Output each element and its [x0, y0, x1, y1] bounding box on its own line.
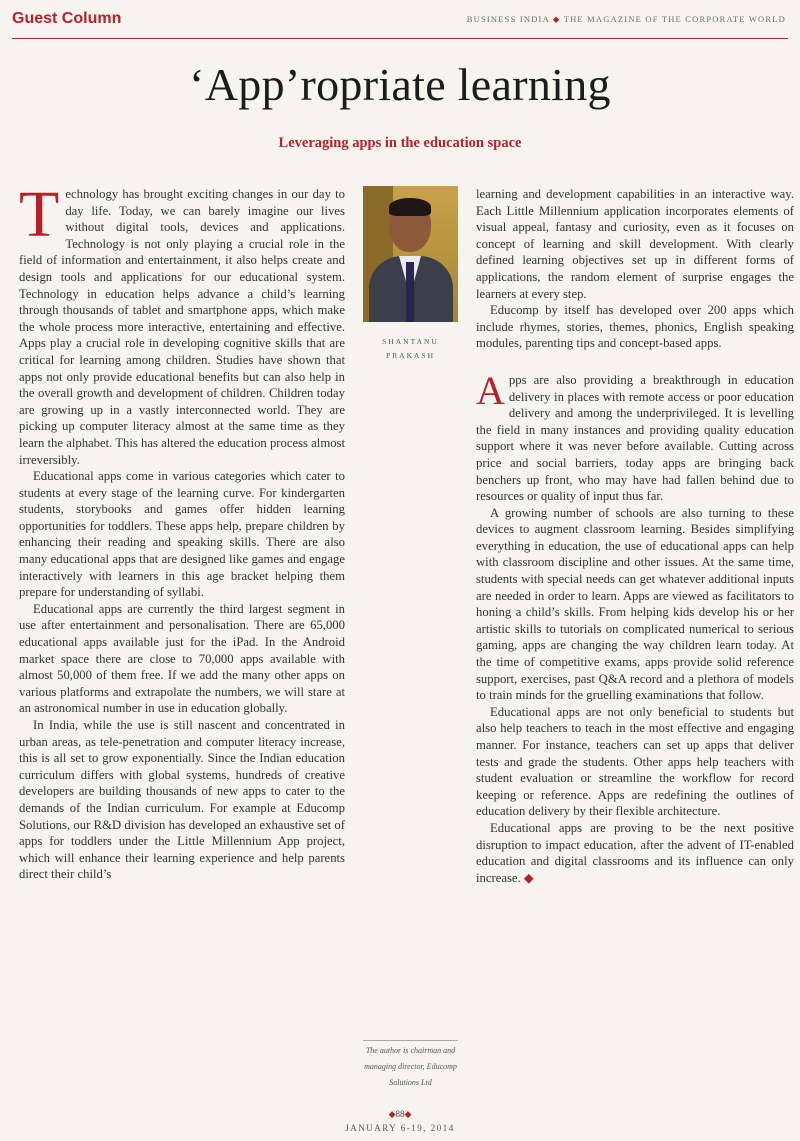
drop-cap: A — [476, 367, 505, 413]
column-right — [476, 186, 794, 886]
drop-cap: T — [19, 178, 60, 251]
paragraph — [19, 178, 346, 468]
page-marker-left: ◆ — [388, 1109, 396, 1119]
author-photo — [363, 186, 458, 322]
section-label: Guest Column — [12, 10, 122, 27]
masthead — [467, 14, 786, 25]
paragraph: Educomp by itself has developed over 200 apps which include rhymes, stories, themes, phonics, English speaking modules, parenting tips and concept-based apps. — [476, 303, 794, 351]
paragraph: Educational apps are not only beneficial to students but also help teachers to teach in the most effective and engaging manner. For instance, teachers can set up apps that deliver tests and grade the students. Other apps help teachers with student evaluation or streamline the workflow for record keeping or reference. Apps are redefining the outlines of education delivery by their flexible architecture. — [476, 704, 794, 819]
paragraph — [476, 820, 794, 886]
end-mark-icon: ◆ — [523, 870, 534, 885]
paragraph-text: Educational apps are proving to be the next positive disruption to impact education, after the advent of IT-enabled education and digital classrooms and its influence can only increase. — [476, 820, 794, 885]
paragraph: learning and development capabilities in an interactive way. Each Little Millennium application incorporates elements of visual appeal, fantasy and curiosity, even as it focuses on concept of learning and skill development. With clearly defined learning objectives set up in different forms of applications, the random element of surprise engages the learners at every step. — [476, 187, 794, 301]
column-left — [19, 178, 346, 883]
author-name — [363, 335, 458, 363]
masthead-separator: ◆ — [552, 14, 561, 24]
page-number-value: 88 — [395, 1109, 405, 1119]
page-marker-right: ◆ — [404, 1109, 412, 1119]
issue-date: JANUARY 6-19, 2014 — [345, 1123, 455, 1133]
magazine-name: BUSINESS INDIA — [466, 14, 550, 24]
author-first-name: SHANTANU — [382, 337, 439, 346]
paragraph: A growing number of schools are also turning to these devices to augment classroom learning. Besides simplifying everything in education, the use of educational apps can help with classroom discipline and other issues. At the same time, students with special needs can get whatever additional inputs are needed in order to learn. Apps are viewed as facilitators to honing a child’s skills. From helping kids develop his or her artistic skills to tutorials on complicated numerical to serious gaming, apps are changing the way children learn today. At the time of competitive exams, apps provide solid reference support, exercises, past Q&A record and a plethora of models to train minds for the gruelling examinations that follow. — [476, 505, 794, 703]
paragraph-text: echnology has brought exciting changes in our day to day life. Today, we can barely imagine our lives without digital tools, devices and applications. Technology is not only playing a crucial role in the field of information and entertainment, it also helps create and design tools and applications for our educational system. Technology in education helps advance a child’s learning through thousands of tablet and smartphone apps, which make the whole process more interactive, entertaining and effective. Apps play a crucial role in developing cognitive skills that are critical for learning among children. Studies have shown that apps not only provide educational benefits but can also help in the overall growth and development of children. Children today are growing up in a vastly interconnected world. They are picking up computer literacy almost at the same time as they learn the alphabet. This has altered the education process almost irreversibly. — [19, 187, 346, 467]
article-subtitle: Leveraging apps in the education space — [278, 135, 522, 151]
paragraph: Educational apps are currently the third largest segment in use after entertainment and personalisation. There are 65,000 educational apps available just for the iPad. In the Android market space there are close to 70,000 apps available with almost 50,000 of them free. If we add the many other apps on various platforms and extrapolate the numbers, we will stare at an astronomical number in use in education globally. — [19, 601, 345, 716]
section-gap — [476, 352, 794, 372]
magazine-tagline: THE MAGAZINE OF THE CORPORATE WORLD — [563, 14, 786, 24]
photo-tie — [406, 262, 414, 322]
author-note: The author is chairman and managing director, Educomp Solutions Ltd — [363, 1040, 458, 1091]
page-number — [0, 1109, 800, 1120]
photo-hair — [389, 198, 431, 216]
article-title: ‘App’ropriate learning — [189, 59, 611, 110]
paragraph: In India, while the use is still nascent and concentrated in urban areas, as tele-penetration and computer literacy increase, this is all set to grow exponentially. Since the Indian education curriculum differs with global systems, hundreds of creative developers are building thousands of new apps to cater to the demands of the Indian curriculum. For example at Educomp Solutions, our R&D division has developed an exhaustive set of apps for toddlers under the Little Millennium App project, which will enhance their learning experience and help parents direct their child’s — [19, 718, 345, 882]
paragraph-text: pps are also providing a breakthrough in education delivery in places with remote access or poor education delivery and among the underprivileged. It is levelling the field in many instances and providing quality education support where it was never before available. Cutting across price and social barriers, today apps are bringing back benchers up front, who may have had fallen behind due to resources or quality of input thus far. — [476, 372, 794, 504]
paragraph — [476, 367, 794, 505]
paragraph: Educational apps come in various categories which cater to students at every stage of the learning curve. For kindergarten students, storybooks and games offer hidden learning opportunities for toddlers. These apps help, prepare children by enhancing their reading and speaking skills. There are also many educational apps that are designed like games and engage interactively with learners in this age bracket helping them prepare for understanding of syllabi. — [19, 469, 345, 600]
author-last-name: PRAKASH — [385, 351, 435, 360]
